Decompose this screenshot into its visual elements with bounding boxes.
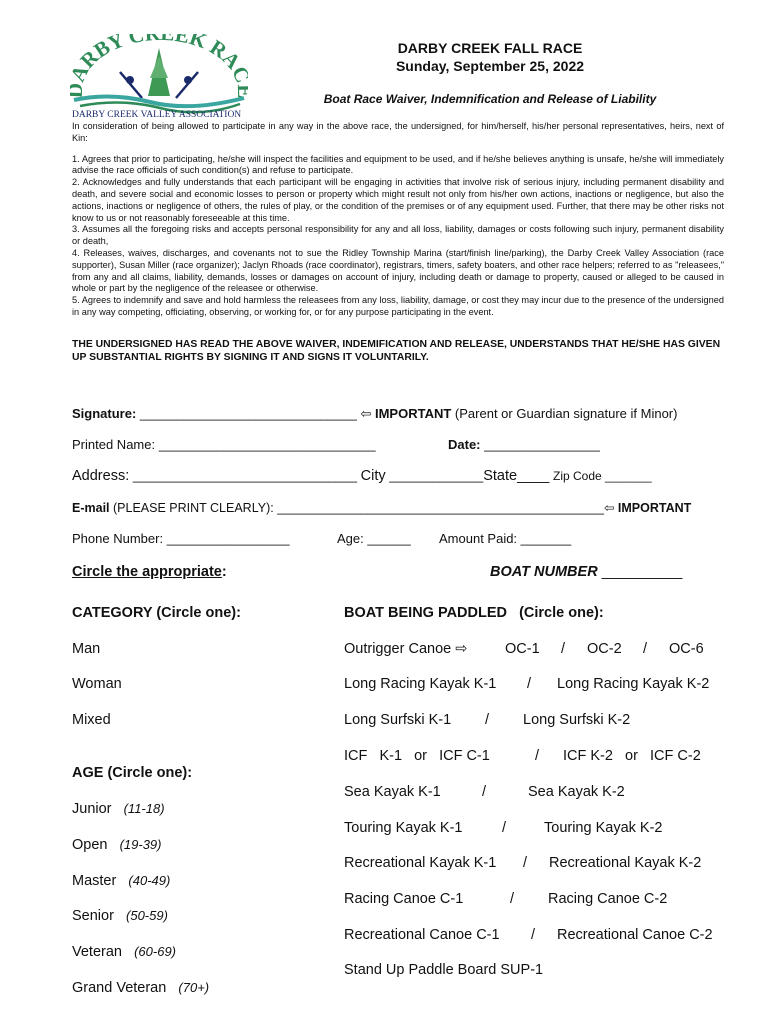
signature-field[interactable]: ______________________________: [139, 406, 357, 421]
race-date: Sunday, September 25, 2022: [395, 58, 585, 74]
boat-option-oc1[interactable]: OC-1: [505, 641, 540, 657]
email-row: [72, 500, 691, 515]
boat-separator: /: [527, 676, 532, 692]
signature-label: Signature:: [72, 406, 137, 421]
boat-number-field[interactable]: __________: [601, 564, 683, 580]
acknowledgement: THE UNDERSIGNED HAS READ THE ABOVE WAIVER, INDEMIFICATION AND RELEASE, UNDERSTANDS THAT HE/SHE HAS GIVEN UP SUBSTANTIAL RIGHTS BY SIGNING IT AND SIGNS IT VOLUNTARILY.: [72, 339, 721, 363]
boat-separator: /: [643, 641, 648, 657]
waiver-clause-2: 2. Acknowledges and fully understands that each participant will be engaging in activities that involve risk of serious injury, including permanent disability and death, and severe social and economic losses to person or property which might result not only from his/her own actions, inactions or negligence, but also the actions, inactions or negligence of others, the rules of play, or the condition of the premises or of any equipment used. Further, that there may be other risks not know to us or not reasonably foreseeable at this time.: [72, 177, 724, 223]
waiver-clause-3: 3. Assumes all the foregoing risks and accepts personal responsibility for any and all loss, liability, damages or costs following such injury, permanent disability or death,: [72, 224, 724, 247]
address-field[interactable]: _______________________________: [132, 468, 357, 483]
boat-option-icf-k1-c1[interactable]: ICF K-1 or ICF C-1: [344, 748, 490, 764]
boat-option-racing-canoe-c1[interactable]: Racing Canoe C-1: [344, 891, 464, 907]
email-note: (PLEASE PRINT CLEARLY):: [113, 501, 274, 515]
boat-separator: /: [482, 784, 487, 800]
age-option-junior[interactable]: Junior (11-18): [72, 801, 165, 817]
category-option-mixed[interactable]: Mixed: [72, 712, 111, 728]
category-heading: CATEGORY (Circle one):: [72, 605, 241, 621]
boat-option-touring-kayak-k1[interactable]: Touring Kayak K-1: [344, 820, 463, 836]
phone-label: Phone Number:: [72, 531, 164, 546]
boat-separator: /: [523, 855, 528, 871]
email-field[interactable]: _______________________________________________: [277, 501, 604, 515]
amount-label: Amount Paid:: [439, 531, 518, 546]
address-label: Address:: [72, 468, 130, 484]
age-field[interactable]: ______: [367, 531, 411, 546]
age-row: [337, 531, 411, 546]
boat-heading: BOAT BEING PADDLED (Circle one):: [344, 605, 604, 621]
waiver-intro: In consideration of being allowed to participate in any way in the above race, the undersigned, for him/herself, his/her personal representatives, heirs, next of Kin:: [72, 121, 724, 143]
boat-option-sea-kayak-k2[interactable]: Sea Kayak K-2: [528, 784, 625, 800]
boat-option-sea-kayak-k1[interactable]: Sea Kayak K-1: [344, 784, 441, 800]
boat-option-recreational-canoe-c1[interactable]: Recreational Canoe C-1: [344, 927, 500, 943]
amount-field[interactable]: _______: [520, 531, 572, 546]
category-option-woman[interactable]: Woman: [72, 676, 122, 692]
printed-name-label: Printed Name:: [72, 437, 156, 452]
waiver-clause-1: 1. Agrees that prior to participating, he/she will inspect the facilities and equipment to be used, and if he/she believes anything is unsafe, he/she will immediately advise the race officials of such condition(s) and refuse to participate.: [72, 153, 724, 176]
age-heading: AGE (Circle one):: [72, 765, 193, 781]
boat-option-long-racing-kayak-k1[interactable]: Long Racing Kayak K-1: [344, 676, 497, 692]
amount-row: [439, 531, 571, 546]
boat-option-long-racing-kayak-k2[interactable]: Long Racing Kayak K-2: [557, 676, 710, 692]
age-option-grand-veteran[interactable]: Grand Veteran (70+): [72, 980, 210, 996]
signature-note: (Parent or Guardian signature if Minor): [454, 406, 678, 421]
boat-option-sup1[interactable]: Stand Up Paddle Board SUP-1: [344, 962, 544, 978]
city-label: City: [360, 468, 386, 484]
city-field[interactable]: _____________: [389, 468, 484, 483]
printed-name-row: [72, 437, 376, 452]
boat-option-long-surfski-k2[interactable]: Long Surfski K-2: [523, 712, 631, 728]
waiver-clause-4: 4. Releases, waives, discharges, and covenants not to sue the Ridley Township Marina (start/finish line/parking), the Darby Creek Valley Association (race supporter), Susan Miller (race organizer); Jaclyn Rhoads (race coordinator), registrars, timers, safety boaters, and other race helpers; referred to as "releasees," from any and all claims, liability, demands, losses or damages on account of injury, including death or damage to property, caused or alleged to be caused in whole or part by the negligence of the releasee or otherwise.: [72, 247, 724, 294]
boat-option-icf-k2-c2[interactable]: ICF K-2 or ICF C-2: [563, 748, 701, 764]
phone-field[interactable]: _________________: [166, 531, 290, 546]
boat-separator: /: [485, 712, 490, 728]
waiver-subtitle: Boat Race Waiver, Indemnification and Release of Liability: [323, 92, 657, 106]
age-option-veteran[interactable]: Veteran (60-69): [72, 944, 177, 960]
age-option-open[interactable]: Open (19-39): [72, 837, 162, 853]
age-label: Age:: [337, 531, 364, 546]
waiver-clause-5: 5. Agrees to indemnify and save and hold harmless the releasees from any loss, liability, damage, or cost they may incur due to the presence of the undersigned in any way competing, officiating, observing, or working for, or for any purpose participating in the event.: [72, 295, 724, 317]
boat-outrigger-label: Outrigger Canoe ⇨: [344, 641, 468, 657]
age-option-master[interactable]: Master (40-49): [72, 873, 171, 889]
boat-option-oc2[interactable]: OC-2: [587, 641, 622, 657]
category-option-man[interactable]: Man: [72, 641, 101, 657]
boat-option-recreational-canoe-c2[interactable]: Recreational Canoe C-2: [557, 927, 713, 943]
state-field[interactable]: State____: [483, 468, 550, 484]
boat-option-touring-kayak-k2[interactable]: Touring Kayak K-2: [544, 820, 663, 836]
boat-option-recreational-kayak-k2[interactable]: Recreational Kayak K-2: [549, 855, 702, 871]
logo-arc-text: RBY C EK RA: [75, 34, 246, 74]
boat-separator: /: [502, 820, 507, 836]
printed-name-field[interactable]: ______________________________: [158, 437, 376, 452]
boat-option-oc6[interactable]: OC-6: [669, 641, 704, 657]
address-row: [72, 468, 652, 484]
circle-heading: Circle the appropriate:: [72, 564, 227, 580]
signature-row: [72, 406, 677, 422]
logo-org-text: DARBY CREEK VALLEY ASSOCIATION: [72, 110, 242, 120]
age-option-senior[interactable]: Senior (50-59): [72, 908, 168, 924]
arrow-left-icon: ⇦: [603, 501, 615, 515]
arrow-left-icon: ⇦: [360, 406, 372, 421]
arrow-right-icon: ⇨: [455, 641, 468, 657]
boat-separator: /: [531, 927, 536, 943]
boat-separator: /: [535, 748, 540, 764]
boat-number-label: BOAT NUMBER: [490, 564, 598, 580]
race-title: DARBY CREEK FALL RACE: [397, 40, 583, 56]
date-field[interactable]: ________________: [484, 437, 600, 452]
boat-separator: /: [510, 891, 515, 907]
phone-row: [72, 531, 290, 546]
email-label: E-mail: [72, 501, 110, 515]
email-important: IMPORTANT: [617, 501, 692, 515]
boat-option-recreational-kayak-k1[interactable]: Recreational Kayak K-1: [344, 855, 497, 871]
date-row: [448, 437, 600, 452]
boat-option-long-surfski-k1[interactable]: Long Surfski K-1: [344, 712, 452, 728]
boat-option-racing-canoe-c2[interactable]: Racing Canoe C-2: [548, 891, 668, 907]
zip-field[interactable]: Zip Code _______: [552, 469, 652, 483]
boat-number-row: [490, 564, 682, 580]
date-label: Date:: [448, 437, 481, 452]
signature-important: IMPORTANT: [374, 406, 452, 421]
waiver-text: [72, 121, 724, 319]
boat-separator: /: [561, 641, 566, 657]
